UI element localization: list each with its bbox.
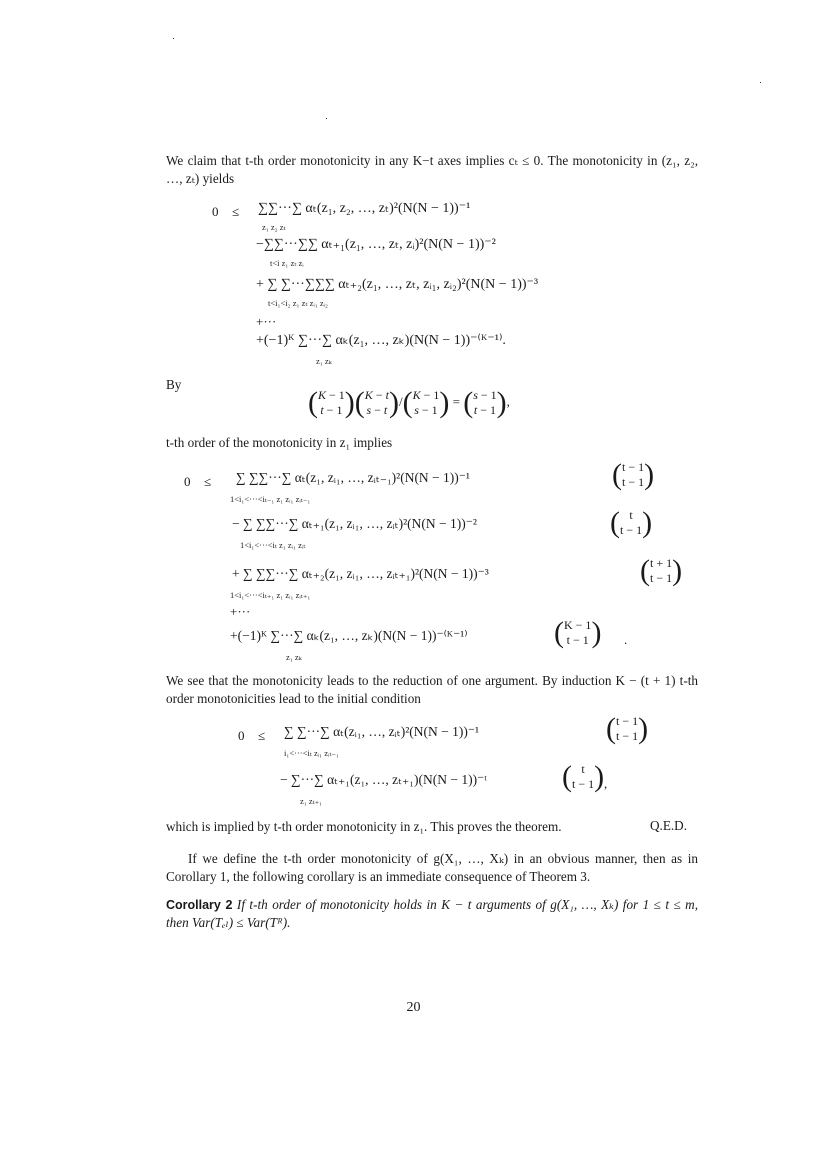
implied-paragraph xyxy=(166,818,698,836)
eq2-line5: +(−1)ᴷ ∑···∑ αₖ(z₁, …, zₖ)(N(N − 1))⁻⁽ᴷ⁻¹⁾ xyxy=(230,628,468,643)
order-sentence: t-th order of the monotonicity in z₁ implies xyxy=(166,435,393,450)
eq2-line5-binom: (K − 1 t − 1) xyxy=(554,616,602,649)
eq1-line5-limits: z₁ zₖ xyxy=(316,356,332,366)
implied-text: which is implied by t-th order monotonicity in z₁. This proves the theorem. xyxy=(166,819,562,834)
scan-speck xyxy=(326,118,327,119)
eq2-line3-binom: (t + 1 t − 1) xyxy=(640,554,683,587)
eq2-line1: ∑ ∑∑···∑ αₜ(z₁, zᵢ₁, …, zᵢₜ₋₁)²(N(N − 1))⁻¹ xyxy=(236,470,470,485)
binom-kt-st: (K − t s − t) xyxy=(354,386,399,419)
eq3-line1: ∑ ∑···∑ αₜ(zᵢ₁, …, zᵢₜ)²(N(N − 1))⁻¹ xyxy=(284,724,480,739)
eq1-line3: + ∑ ∑···∑∑∑ αₜ₊₂(z₁, …, zₜ, zᵢ₁, zᵢ₂)²(N(N − 1))⁻³ xyxy=(256,277,539,292)
eq2-line2-binom: ( t t − 1) xyxy=(610,506,653,539)
eq3-lhs: 0 xyxy=(238,728,245,743)
binom-s1-t1: (s − 1 t − 1) xyxy=(463,386,507,419)
by-label: By xyxy=(166,377,182,392)
eq3-line1-limits: i₁<···<iₜ zᵢ₁ zᵢₜ₋₁ xyxy=(284,748,339,758)
eq2-line2-limits: 1<i₁<···<iₜ z₁ zᵢ₁ zᵢₜ xyxy=(240,540,306,550)
scan-speck xyxy=(760,82,761,83)
scan-speck xyxy=(173,38,174,39)
eq3-line2: − ∑···∑ αₜ₊₁(z₁, …, zₜ₊₁)(N(N − 1))⁻ᵗ xyxy=(280,772,487,787)
eq3-line1-binom: (t − 1 t − 1) xyxy=(606,712,649,745)
binom-k1-s1: (K − 1 s − 1) xyxy=(402,386,450,419)
define-paragraph: If we define the t-th order monotonicity of g(X₁, …, Xₖ) in an obvious manner, then as in Corollary 1, the following corollary is an immediate consequence of Theorem 3. xyxy=(166,851,698,884)
eq3-relation: ≤ xyxy=(258,728,266,743)
eq2-line2: − ∑ ∑∑···∑ αₜ₊₁(z₁, zᵢ₁, …, zᵢₜ)²(N(N − 1))⁻² xyxy=(232,516,477,531)
claim-paragraph xyxy=(166,152,698,188)
eq3-line2-limits: z₁ zₜ₊₁ xyxy=(300,796,323,806)
eq2-line1-binom: (t − 1 t − 1) xyxy=(612,458,655,491)
eq2-line3-limits: 1<i₁<···<iₜ₊₁ z₁ zᵢ₁ zᵢₜ₊₁ xyxy=(230,590,311,600)
claim-text: We claim that t-th order monotonicity in any K−t axes implies cₜ ≤ 0. The monotonicity in (z₁, z₂, …, zₜ) yields xyxy=(166,153,698,186)
eq1-line3-limits: t<i₁<i₂ z₁ zₜ zᵢ₁ zᵢ₂ xyxy=(268,298,328,308)
eq1-line2: −∑∑···∑∑ αₜ₊₁(z₁, …, zₜ, zᵢ)²(N(N − 1))⁻² xyxy=(256,237,496,252)
eq3-line2-binom: ( t t − 1) xyxy=(562,760,605,793)
binomial-identity: (K − 1 t − 1)(K − t s − t)/(K − 1 s − 1) = (s − 1 t − 1), xyxy=(308,386,510,419)
corollary-2 xyxy=(166,896,698,932)
eq2-end-period: . xyxy=(624,632,628,647)
eq2-line3: + ∑ ∑∑···∑ αₜ₊₂(z₁, zᵢ₁, …, zᵢₜ₊₁)²(N(N − 1))⁻³ xyxy=(232,566,489,581)
eq1-line4: +··· xyxy=(256,314,277,329)
eq1-line2-limits: t<i z₁ zₜ zᵢ xyxy=(270,258,304,268)
eq1-lhs: 0 xyxy=(212,204,219,219)
eq3-end-comma: , xyxy=(604,776,608,791)
corollary-label: Corollary 2 xyxy=(166,898,233,912)
induction-paragraph: We see that the monotonicity leads to the reduction of one argument. By induction K − (t + 1) t-th order monotonicities lead to the initial condition xyxy=(166,673,698,706)
eq2-line4: +··· xyxy=(230,604,251,619)
eq1-relation: ≤ xyxy=(232,204,240,219)
eq1-line5: +(−1)ᴷ ∑···∑ αₖ(z₁, …, zₖ)(N(N − 1))⁻⁽ᴷ⁻¹⁾. xyxy=(256,333,506,348)
eq2-line1-limits: 1<i₁<···<iₜ₋₁ z₁ zᵢ₁ zᵢₜ₋₁ xyxy=(230,494,311,504)
eq2-lhs: 0 xyxy=(184,474,191,489)
eq2-line5-limits: z₁ zₖ xyxy=(286,652,302,662)
qed-mark: Q.E.D. xyxy=(650,818,687,833)
corollary-text: If t-th order of monotonicity holds in K − t arguments of g(X₁, …, Xₖ) for 1 ≤ t ≤ m, then Var(Tₑₗ) ≤ Var(Tᴿ). xyxy=(166,897,698,930)
binom-k1-t1: (K − 1 t − 1) xyxy=(308,386,355,419)
eq2-relation: ≤ xyxy=(204,474,212,489)
eq1-line1: ∑∑···∑ αₜ(z₁, z₂, …, zₜ)²(N(N − 1))⁻¹ xyxy=(258,201,471,216)
page-number: 20 xyxy=(406,1000,421,1015)
eq1-line1-limits: z₁ z₂ zₜ xyxy=(262,222,286,232)
